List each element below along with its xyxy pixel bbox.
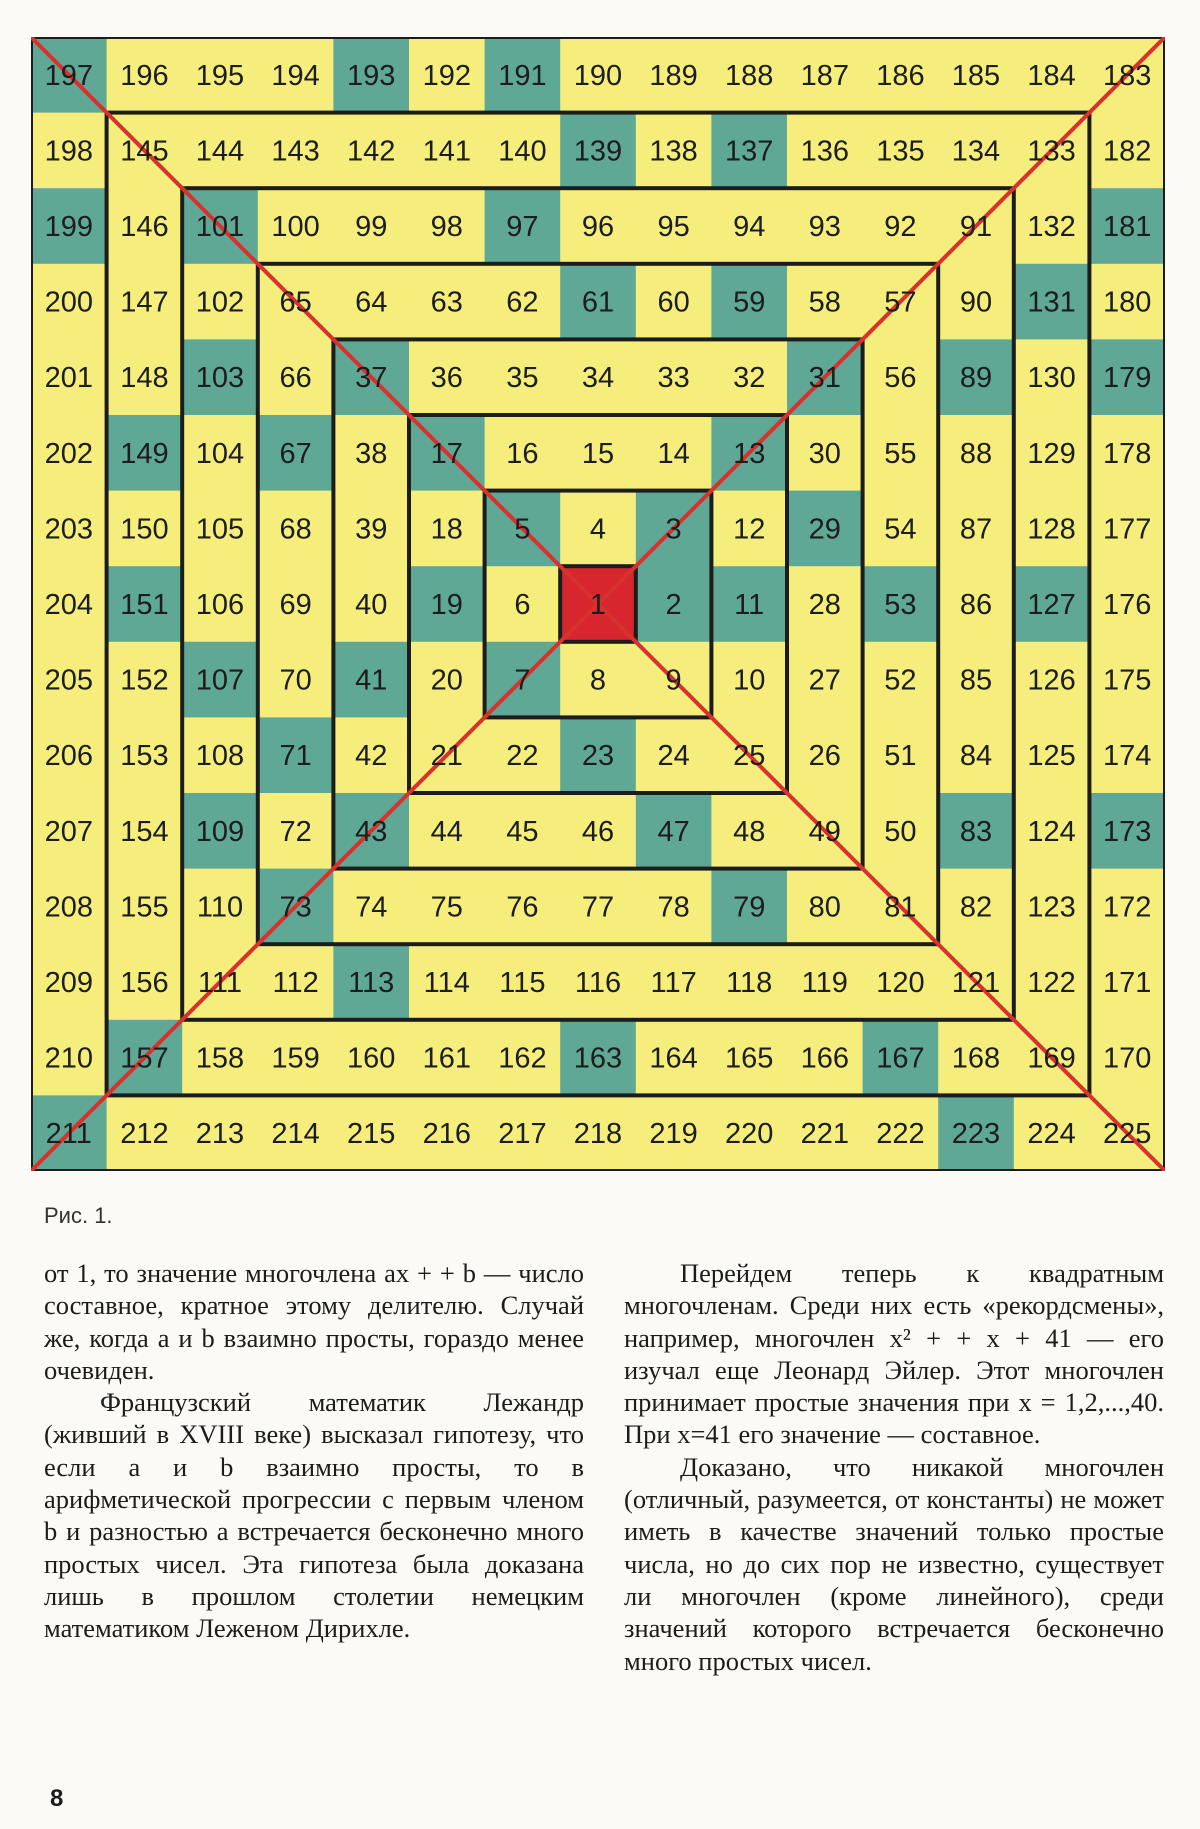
cell-number: 4	[589, 513, 607, 546]
cell-number: 219	[649, 1118, 698, 1151]
cell-number: 20	[430, 664, 463, 697]
cell-number: 205	[44, 664, 93, 697]
cell-number: 108	[195, 740, 245, 773]
cell-number: 140	[498, 135, 547, 168]
cell-number: 36	[430, 362, 463, 395]
cell-number: 18	[430, 513, 463, 546]
cell-number: 213	[195, 1118, 245, 1151]
cell-number: 212	[120, 1118, 169, 1151]
cell-number: 118	[726, 967, 773, 999]
cell-number: 129	[1027, 437, 1076, 470]
cell-number: 92	[884, 211, 917, 243]
cell-number: 60	[657, 286, 690, 319]
cell-number: 6	[514, 589, 531, 621]
cell-number: 127	[1027, 589, 1076, 621]
cell-number: 168	[951, 1042, 1001, 1075]
cell-number: 104	[195, 437, 245, 470]
cell-number: 120	[876, 967, 925, 999]
cell-number: 28	[808, 589, 841, 621]
cell-number: 157	[120, 1042, 169, 1075]
cell-number: 93	[808, 211, 841, 243]
cell-number: 116	[574, 967, 622, 999]
cell-number: 55	[884, 437, 917, 470]
cell-number: 46	[581, 815, 615, 848]
cell-number: 193	[347, 59, 396, 92]
cell-number: 9	[665, 664, 682, 697]
cell-number: 71	[279, 740, 312, 773]
cell-number: 199	[44, 211, 93, 243]
cell-number: 181	[1103, 211, 1152, 243]
cell-number: 154	[120, 815, 169, 848]
cell-number: 83	[959, 815, 993, 848]
cell-number: 103	[195, 362, 245, 395]
cell-number: 162	[498, 1042, 547, 1075]
paragraph: Французский математик Лежандр (живший в XVIII веке) высказал гипотезу, что если a и b взаимно просты, то в арифметической прогрессии с первым членом b и разностью a встречается бесконечно много простых чисел. Эта гипотеза была доказана лишь в прошлом столетии немецким математиком Леженом Дирихле.	[44, 1387, 584, 1644]
cell-number: 59	[733, 286, 766, 319]
cell-number: 113	[348, 967, 395, 999]
cell-number: 48	[733, 815, 766, 848]
cell-number: 222	[876, 1118, 925, 1151]
cell-number: 16	[506, 437, 539, 470]
cell-number: 201	[44, 362, 93, 395]
cell-number: 105	[195, 513, 245, 546]
cell-number: 133	[1027, 135, 1076, 168]
cell-number: 134	[951, 135, 1001, 168]
cell-number: 159	[271, 1042, 320, 1075]
cell-number: 224	[1027, 1118, 1076, 1151]
cell-number: 77	[581, 891, 615, 924]
cell-number: 225	[1103, 1118, 1152, 1151]
paragraph: Доказано, что никакой многочлен (отличный, разумеется, от константы) не может иметь в качестве значений только простые числа, но до сих пор не известно, существует ли многочлен (кроме линейного), среди значений которого встречается бесконечно много простых чисел.	[624, 1451, 1164, 1676]
cell-number: 114	[423, 967, 470, 999]
cell-number: 29	[808, 513, 841, 546]
cell-number: 79	[733, 891, 766, 924]
cell-number: 121	[951, 967, 1001, 999]
cell-number: 175	[1103, 664, 1152, 697]
cell-number: 3	[665, 513, 682, 546]
cell-number: 44	[430, 815, 463, 848]
cell-number: 33	[657, 362, 690, 395]
cell-number: 194	[271, 59, 320, 92]
cell-number: 200	[44, 286, 93, 319]
cell-number: 188	[725, 59, 774, 92]
cell-number: 155	[120, 891, 169, 924]
cell-number: 80	[808, 891, 841, 924]
cell-number: 68	[279, 513, 312, 546]
cell-number: 209	[44, 967, 93, 999]
cell-number: 98	[430, 211, 463, 243]
cell-number: 56	[884, 362, 917, 395]
cell-number: 87	[959, 513, 993, 546]
cell-number: 117	[650, 967, 697, 999]
cell-number: 178	[1103, 437, 1152, 470]
cell-number: 101	[195, 211, 245, 243]
cell-number: 57	[884, 286, 917, 319]
cell-number: 37	[355, 362, 388, 395]
cell-number: 218	[573, 1118, 623, 1151]
cell-number: 54	[884, 513, 917, 546]
cell-number: 139	[573, 135, 623, 168]
cell-number: 202	[44, 437, 93, 470]
cell-number: 197	[44, 59, 93, 92]
cell-number: 17	[430, 437, 463, 470]
cell-number: 141	[422, 135, 471, 168]
cell-number: 130	[1027, 362, 1076, 395]
cell-number: 95	[657, 211, 690, 243]
cell-number: 22	[506, 740, 539, 773]
cell-number: 45	[506, 815, 539, 848]
cell-number: 100	[271, 211, 320, 243]
cell-number: 165	[725, 1042, 774, 1075]
cell-number: 166	[800, 1042, 849, 1075]
cell-number: 65	[279, 286, 312, 319]
cell-number: 206	[44, 740, 93, 773]
cell-number: 34	[581, 362, 615, 395]
cell-number: 52	[884, 664, 917, 697]
cell-number: 8	[589, 664, 607, 697]
cell-number: 221	[800, 1118, 849, 1151]
cell-number: 23	[581, 740, 615, 773]
cell-number: 50	[884, 815, 917, 848]
cell-number: 41	[355, 664, 388, 697]
cell-number: 69	[279, 589, 312, 621]
cell-number: 74	[355, 891, 388, 924]
cell-number: 145	[120, 135, 169, 168]
cell-number: 207	[44, 815, 93, 848]
cell-number: 73	[279, 891, 312, 924]
cell-number: 189	[649, 59, 698, 92]
cell-number: 158	[195, 1042, 245, 1075]
cell-number: 147	[120, 286, 169, 319]
cell-number: 70	[279, 664, 312, 697]
cell-number: 39	[355, 513, 388, 546]
cell-number: 215	[347, 1118, 396, 1151]
cell-number: 35	[506, 362, 539, 395]
cell-number: 169	[1027, 1042, 1076, 1075]
cell-number: 190	[573, 59, 623, 92]
cell-number: 132	[1027, 211, 1076, 243]
cell-number: 40	[355, 589, 388, 621]
cell-number: 135	[876, 135, 925, 168]
cell-number: 182	[1103, 135, 1152, 168]
cell-number: 63	[430, 286, 463, 319]
cell-number: 148	[120, 362, 169, 395]
cell-number: 64	[355, 286, 388, 319]
cell-number: 131	[1027, 286, 1076, 319]
cell-number: 88	[959, 437, 993, 470]
cell-number: 186	[876, 59, 925, 92]
cell-number: 125	[1027, 740, 1076, 773]
cell-number: 173	[1103, 815, 1152, 848]
cell-number: 203	[44, 513, 93, 546]
cell-number: 89	[959, 362, 993, 395]
cell-number: 58	[808, 286, 841, 319]
cell-number: 192	[422, 59, 471, 92]
cell-number: 119	[801, 967, 848, 999]
cell-number: 115	[499, 967, 546, 999]
cell-number: 214	[271, 1118, 320, 1151]
cell-number: 223	[951, 1118, 1001, 1151]
text-column-right	[624, 1257, 1164, 1677]
cell-number: 172	[1103, 891, 1152, 924]
cell-number: 27	[808, 664, 841, 697]
cell-number: 123	[1027, 891, 1076, 924]
cell-number: 84	[959, 740, 993, 773]
cell-number: 90	[959, 286, 993, 319]
cell-number: 174	[1103, 740, 1152, 773]
cell-number: 42	[355, 740, 388, 773]
cell-number: 122	[1027, 967, 1076, 999]
cell-number: 149	[120, 437, 169, 470]
cell-number: 161	[422, 1042, 471, 1075]
cell-number: 160	[347, 1042, 396, 1075]
cell-number: 53	[884, 589, 917, 621]
cell-number: 2	[665, 589, 682, 621]
cell-number: 167	[876, 1042, 925, 1075]
cell-number: 72	[279, 815, 312, 848]
cell-number: 7	[514, 664, 531, 697]
cell-number: 76	[506, 891, 539, 924]
cell-number: 31	[808, 362, 841, 395]
cell-number: 124	[1027, 815, 1076, 848]
cell-number: 10	[733, 664, 766, 697]
cell-number: 32	[733, 362, 766, 395]
cell-number: 143	[271, 135, 320, 168]
cell-number: 78	[657, 891, 690, 924]
cell-number: 210	[44, 1042, 93, 1075]
cell-number: 24	[657, 740, 690, 773]
cell-number: 61	[581, 286, 615, 319]
cell-number: 110	[196, 891, 244, 924]
cell-number: 216	[422, 1118, 471, 1151]
cell-number: 126	[1027, 664, 1076, 697]
cell-number: 85	[959, 664, 993, 697]
cell-number: 13	[733, 437, 766, 470]
cell-number: 164	[649, 1042, 698, 1075]
cell-number: 170	[1103, 1042, 1152, 1075]
cell-number: 99	[355, 211, 388, 243]
cell-number: 26	[808, 740, 841, 773]
cell-number: 208	[44, 891, 93, 924]
cell-number: 75	[430, 891, 463, 924]
cell-number: 220	[725, 1118, 774, 1151]
cell-number: 176	[1103, 589, 1152, 621]
cell-number: 30	[808, 437, 841, 470]
cell-number: 107	[195, 664, 245, 697]
cell-number: 62	[506, 286, 539, 319]
cell-number: 211	[45, 1118, 92, 1151]
cell-number: 142	[347, 135, 396, 168]
cell-number: 177	[1103, 513, 1152, 546]
cell-number: 217	[498, 1118, 547, 1151]
cell-number: 195	[195, 59, 245, 92]
cell-number: 43	[355, 815, 388, 848]
cell-number: 128	[1027, 513, 1076, 546]
cell-number: 12	[733, 513, 766, 546]
cell-number: 66	[279, 362, 312, 395]
cell-number: 153	[120, 740, 169, 773]
cell-number: 25	[733, 740, 766, 773]
cell-number: 14	[657, 437, 690, 470]
cell-number: 137	[725, 135, 774, 168]
cell-number: 49	[808, 815, 841, 848]
cell-number: 171	[1103, 967, 1152, 999]
cell-number: 51	[884, 740, 917, 773]
cell-number: 183	[1103, 59, 1152, 92]
cell-number: 109	[195, 815, 245, 848]
cell-number: 179	[1103, 362, 1152, 395]
cell-number: 5	[514, 513, 531, 546]
cell-number: 156	[120, 967, 169, 999]
cell-number: 102	[195, 286, 245, 319]
cell-number: 106	[195, 589, 245, 621]
cell-number: 138	[649, 135, 698, 168]
paragraph: Перейдем теперь к квадратным многочленам. Среди них есть «рекордсмены», например, многочлен x² + + x + 41 — его изучал еще Леонард Эйлер. Этот многочлен принимает простые значения при x = 1,2,...,40. При x=41 его значение — составное.	[624, 1258, 1164, 1450]
cell-number: 198	[44, 135, 93, 168]
cell-number: 81	[884, 891, 917, 924]
cell-number: 196	[120, 59, 169, 92]
cell-number: 163	[573, 1042, 623, 1075]
cell-number: 86	[959, 589, 993, 621]
cell-number: 11	[734, 589, 765, 621]
text-column-left	[44, 1257, 584, 1645]
cell-number: 15	[581, 437, 615, 470]
cell-number: 38	[355, 437, 388, 470]
figure-caption: Рис. 1.	[44, 1203, 113, 1228]
cell-number: 96	[581, 211, 615, 243]
cell-number: 146	[120, 211, 169, 243]
paragraph: от 1, то значение многочлена ax + + b — число составное, кратное этому делителю. Случай же, когда a и b взаимно просты, гораздо менее очевиден.	[44, 1258, 584, 1385]
cell-number: 111	[197, 967, 243, 999]
cell-number: 150	[120, 513, 169, 546]
cell-number: 91	[959, 211, 993, 243]
cell-number: 47	[657, 815, 690, 848]
number-spiral-figure	[31, 37, 1165, 1171]
page-number: 8	[50, 1785, 64, 1812]
cell-number: 185	[951, 59, 1001, 92]
cell-number: 136	[800, 135, 849, 168]
cell-number: 152	[120, 664, 169, 697]
cell-number: 180	[1103, 286, 1152, 319]
cell-number: 187	[800, 59, 849, 92]
cell-number: 19	[430, 589, 463, 621]
cell-number: 67	[279, 437, 312, 470]
cell-number: 204	[44, 589, 93, 621]
cell-number: 94	[733, 211, 766, 243]
cell-number: 144	[195, 135, 245, 168]
cell-number: 112	[272, 967, 319, 999]
cell-number: 97	[506, 211, 539, 243]
cell-number: 21	[430, 740, 463, 773]
cell-number: 151	[120, 589, 169, 621]
cell-number: 1	[589, 589, 607, 621]
cell-number: 184	[1027, 59, 1076, 92]
cell-number: 191	[498, 59, 547, 92]
cell-number: 82	[959, 891, 993, 924]
